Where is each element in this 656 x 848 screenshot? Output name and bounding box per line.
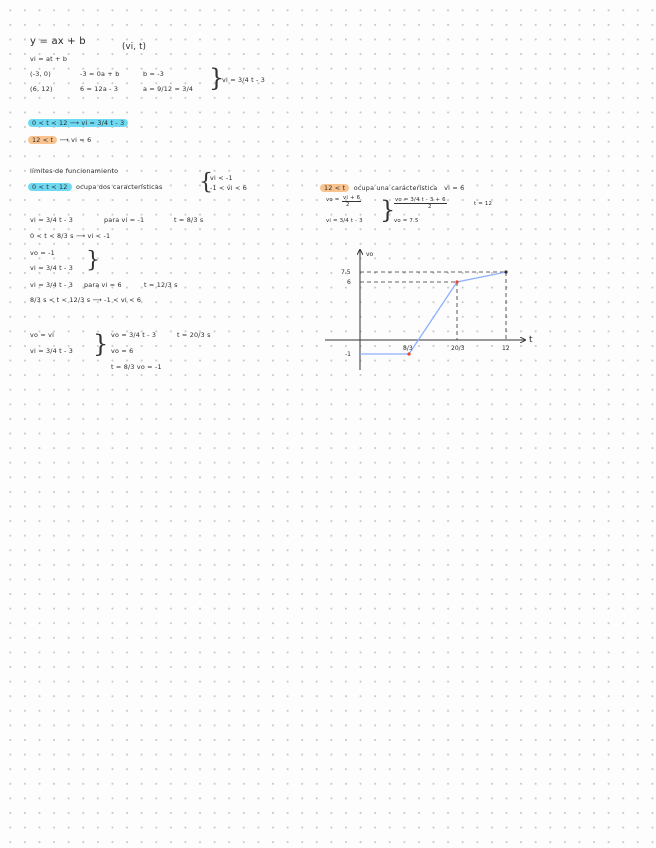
t-12-3: t = 12/3 s [144, 281, 178, 289]
vo-label-1: vo = [326, 197, 340, 203]
section-range-text: ocupa dos características [76, 183, 163, 191]
x-axis-label: t [529, 335, 533, 345]
x-tick-20-3: 20/3 [451, 345, 465, 352]
y-tick-neg-1: -1 [345, 351, 351, 358]
vi-result: vi = 3/4 t - 3 [222, 76, 266, 84]
fraction-1-num: vi + 6 [343, 195, 361, 201]
point-1-equation: -3 = 0a + b [80, 70, 120, 78]
right-range-text: ocupa una característica [353, 184, 438, 192]
y-axis-label: vo [366, 251, 374, 258]
vo-curve [360, 272, 506, 354]
vo-neg-1: vo = -1 [30, 249, 55, 257]
char-2: -1 < vi < 6 [210, 184, 248, 192]
interval-2: 8/3 s < t < 12/3 s ⟶ -1 < vi < 6 [30, 296, 142, 304]
equation-line-form: y = ax + b [30, 36, 86, 47]
breakpoint-1 [407, 352, 410, 355]
breakpoint-2 [455, 280, 458, 283]
x-tick-8-3: 8/3 [403, 345, 413, 352]
fraction-2-num: vo = 3/4 t - 3 + 6 [395, 197, 446, 203]
vo-eq-vi: vo = vi [30, 331, 55, 339]
brace-5: } [380, 196, 396, 224]
vo-7-5: vo = 7.5 [394, 218, 419, 224]
char-1: vi < -1 [210, 174, 233, 182]
eq-vi-3: vi = 3/4 t - 3 [30, 216, 74, 224]
y-tick-6: 6 [347, 279, 351, 286]
vo-eq-6: vo = 6 [111, 347, 134, 355]
right-vi-6: vi = 6 [444, 184, 465, 192]
range-2 [28, 136, 91, 144]
point-1: (-3, 0) [30, 70, 51, 78]
t-8-3-vo: t = 8/3 vo = -1 [111, 363, 162, 371]
right-range [320, 184, 464, 192]
vi-eq-again: vi = 3/4 t - 3 [30, 264, 74, 272]
para-vi-neg: para vi = -1 [104, 216, 145, 224]
output-graph [320, 244, 550, 374]
section-range-highlight: 0 < t < 12 [28, 183, 72, 191]
t-12: t = 12 [474, 201, 493, 207]
fraction-1-den: 2 [346, 202, 350, 208]
section-range [28, 183, 163, 191]
range-1-highlight: 0 < t < 12 ⟶ vi = 3/4 t - 3 [28, 119, 128, 127]
x-tick-12: 12 [502, 345, 510, 352]
vo-eq-line: vo = 3/4 t - 3 [111, 331, 157, 339]
range-2-result: ⟶ vi = 6 [59, 136, 92, 144]
vi-eq-right: vi = 3/4 t - 3 [326, 218, 363, 224]
b-value: b = -3 [143, 70, 165, 78]
point-2-equation: 6 = 12a - 3 [80, 85, 119, 93]
brace-1: } [209, 64, 225, 92]
variable-pair: (vi, t) [122, 42, 147, 52]
endpoint [504, 270, 507, 273]
vi-eq-last: vi = 3/4 t - 3 [30, 347, 74, 355]
fraction-2-den: 2 [428, 204, 432, 210]
section-title: límites de funcionamiento [30, 167, 119, 175]
right-range-highlight: 12 < t [320, 184, 349, 192]
interval-1: 0 < t < 8/3 s ⟶ vi < -1 [30, 232, 111, 240]
range-2-highlight: 12 < t [28, 136, 57, 144]
eq-vi-4: vi = 3/4 t - 3 [30, 281, 74, 289]
y-tick-7-5: 7.5 [341, 269, 351, 276]
brace-4: } [93, 330, 109, 358]
para-vi-6: para vi = 6 [84, 281, 122, 289]
t-20-3: t = 20/3 s [177, 331, 211, 339]
equation-vi: vi = at + b [30, 55, 68, 63]
brace-2: { [199, 170, 213, 195]
range-1 [28, 119, 128, 127]
a-value: a = 9/12 = 3/4 [143, 85, 194, 93]
t-8-3: t = 8/3 s [174, 216, 204, 224]
brace-3: } [86, 248, 100, 273]
point-2: (6, 12) [30, 85, 53, 93]
